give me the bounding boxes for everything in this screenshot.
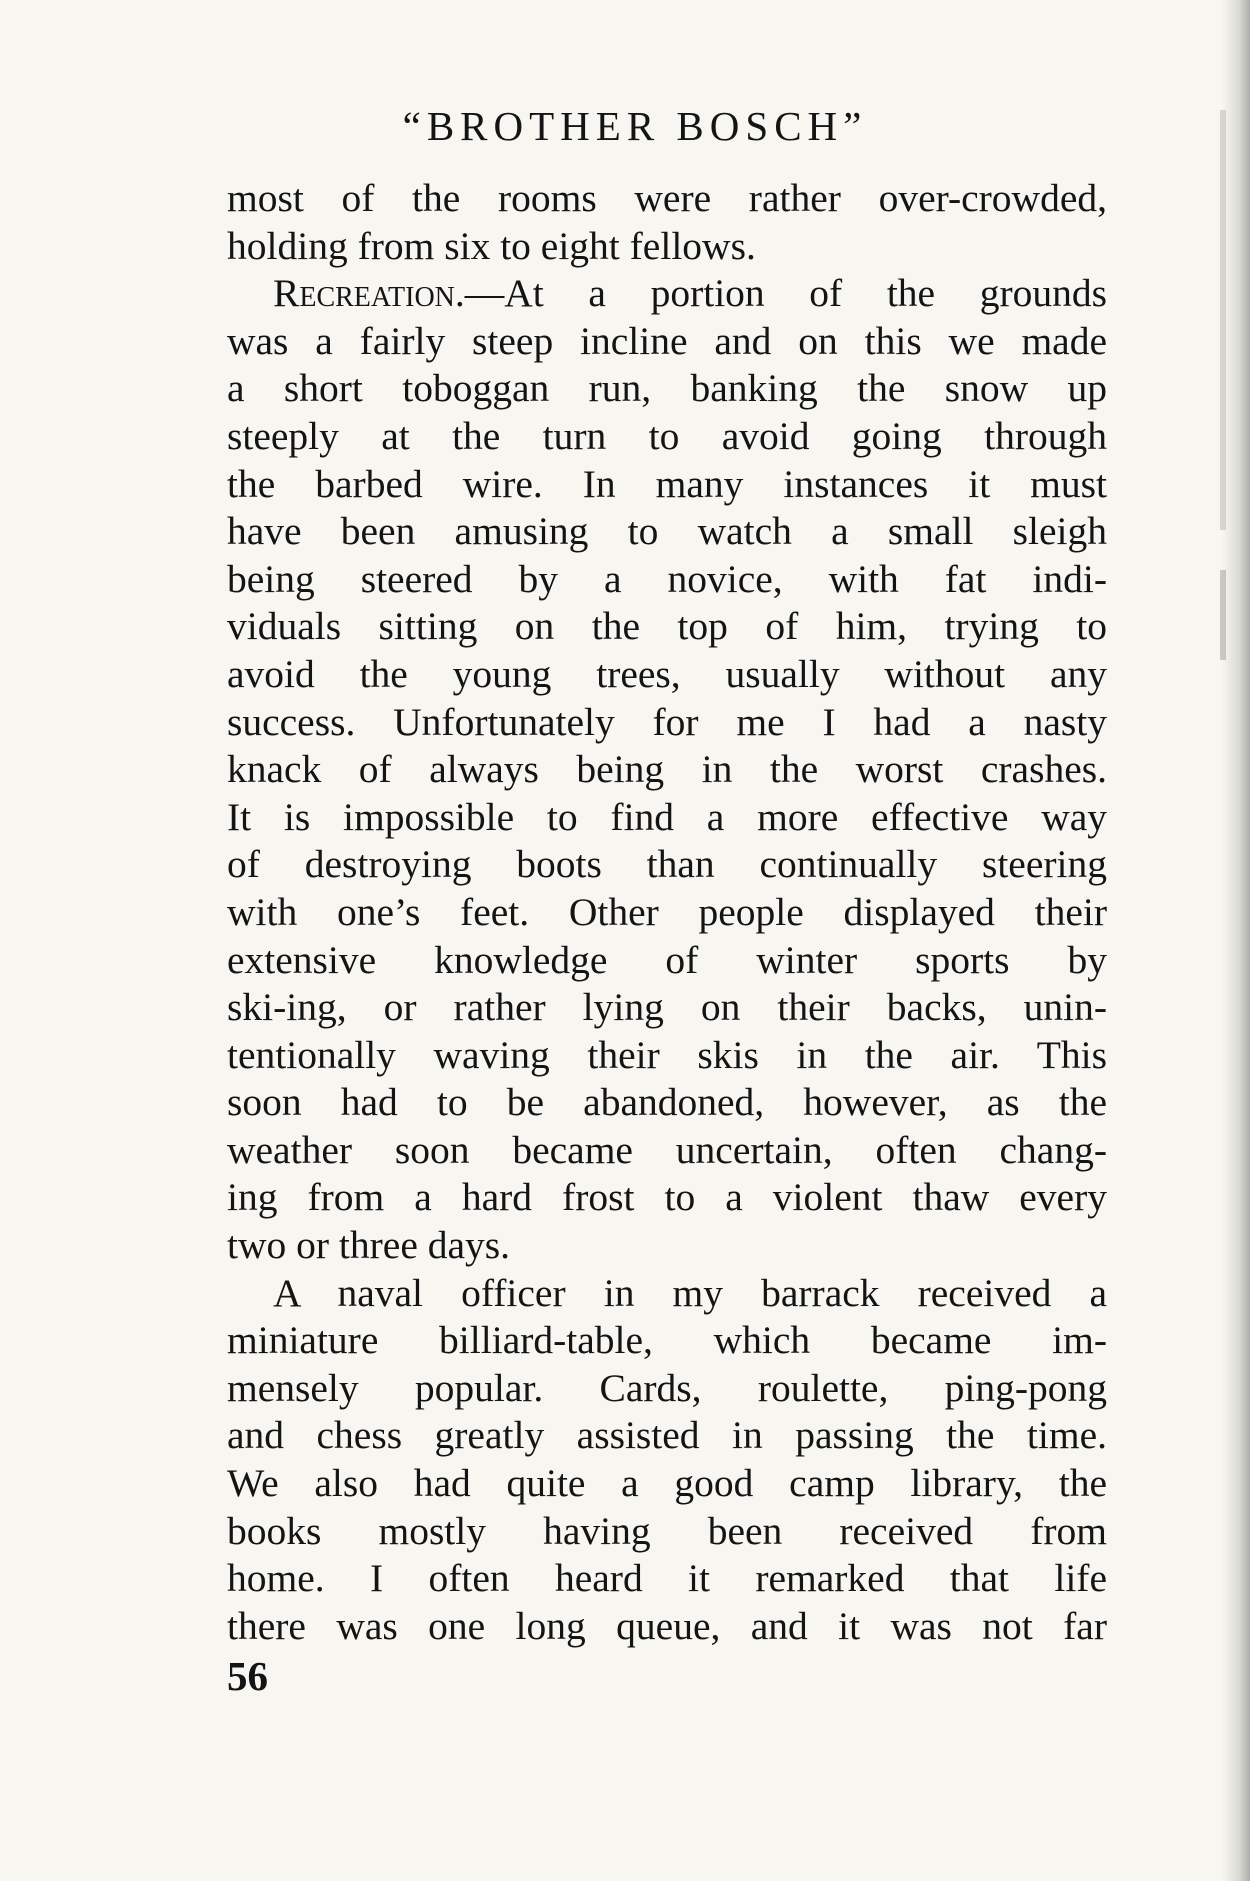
text-line: steeply at the turn to avoid going through	[227, 413, 1107, 458]
text-line: a short toboggan run, banking the snow up	[227, 366, 1107, 411]
text-line: there was one long queue, and it was not far	[227, 1603, 1107, 1648]
text-line: viduals sitting on the top of him, trying to	[227, 604, 1107, 649]
page-edge-shadow	[1222, 0, 1250, 1881]
text-line: soon had to be abandoned, however, as the	[227, 1080, 1107, 1125]
running-head: “BROTHER BOSCH”	[402, 103, 868, 149]
text-line: being steered by a novice, with fat indi-	[227, 556, 1107, 601]
text-line: the barbed wire. In many instances it must	[227, 461, 1107, 506]
text-line: home. I often heard it remarked that life	[227, 1556, 1107, 1601]
text-line: miniature billiard-table, which became im-	[227, 1318, 1107, 1363]
text-line: books mostly having been received from	[227, 1508, 1107, 1553]
text-line: holding from six to eight fellows.	[227, 223, 756, 268]
text-line: knack of always being in the worst crashes.	[227, 747, 1107, 792]
text-line: have been amusing to watch a small sleigh	[227, 509, 1107, 554]
text-line: It is impossible to find a more effective way	[227, 794, 1107, 839]
edge-stain	[1220, 110, 1226, 530]
text-line: tentionally waving their skis in the air. This	[227, 1032, 1107, 1077]
section-heading: Recreation.	[273, 271, 465, 316]
text-line: was a fairly steep incline and on this we made	[227, 318, 1107, 363]
text-line: with one’s feet. Other people displayed their	[227, 889, 1107, 934]
text-line: weather soon became uncertain, often chang-	[227, 1127, 1107, 1172]
text-line	[227, 270, 1107, 318]
text-line: success. Unfortunately for me I had a nasty	[227, 699, 1107, 744]
edge-stain	[1220, 570, 1226, 660]
text-line: of destroying boots than continually steering	[227, 842, 1107, 887]
text-fragment: —At a portion of the grounds	[464, 271, 1107, 316]
text-line: A naval officer in my barrack received a	[273, 1270, 1107, 1315]
text-line: most of the rooms were rather over-crowded,	[227, 176, 1107, 220]
page-number: 56	[227, 1653, 268, 1699]
text-line: and chess greatly assisted in passing the time.	[227, 1413, 1107, 1458]
text-line: extensive knowledge of winter sports by	[227, 937, 1107, 982]
text-line: avoid the young trees, usually without any	[227, 651, 1107, 696]
text-line: two or three days.	[227, 1223, 510, 1268]
text-line: ski-ing, or rather lying on their backs, unin-	[227, 985, 1107, 1030]
text-line: ing from a hard frost to a violent thaw every	[227, 1175, 1107, 1220]
text-line: mensely popular. Cards, roulette, ping-pong	[227, 1365, 1107, 1410]
body-text	[227, 175, 1107, 1650]
text-line: We also had quite a good camp library, the	[227, 1461, 1107, 1506]
